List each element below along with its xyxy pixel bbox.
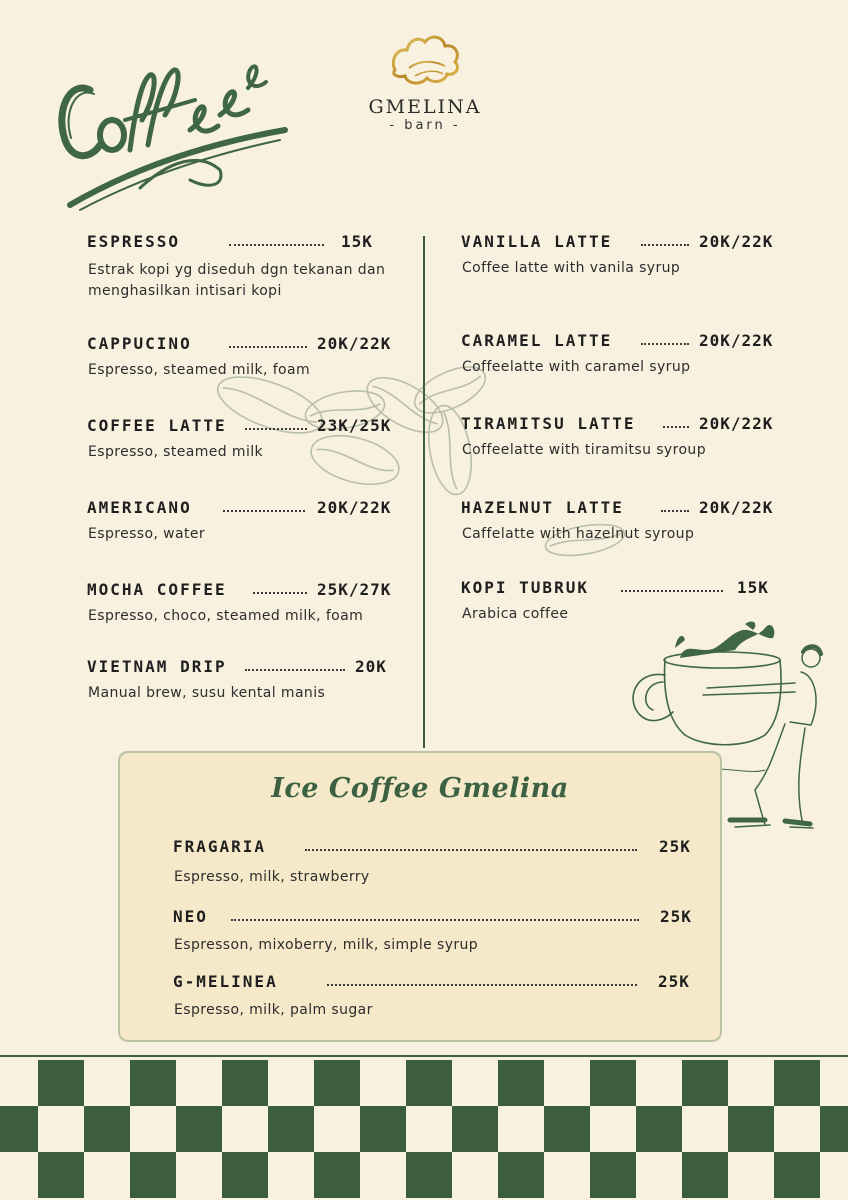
checker-square (314, 1152, 360, 1198)
checker-square (544, 1152, 590, 1198)
checker-square (452, 1060, 498, 1106)
checker-square (820, 1106, 848, 1152)
checker-square (38, 1152, 84, 1198)
item-price: 20K/22K (699, 331, 774, 350)
checker-square (590, 1106, 636, 1152)
checker-square (222, 1060, 268, 1106)
item-name: FRAGARIA (173, 837, 267, 856)
checker-square (682, 1152, 728, 1198)
ice-coffee-title: Ice Coffee Gmelina (271, 773, 569, 804)
checker-square (0, 1106, 38, 1152)
checker-square (590, 1060, 636, 1106)
dot-leader (229, 244, 324, 246)
dot-leader (223, 510, 305, 512)
checker-square (728, 1060, 774, 1106)
checker-square (452, 1152, 498, 1198)
item-price: 20K/22K (317, 334, 392, 353)
item-name: MOCHA COFFEE (87, 580, 227, 599)
item-description: Caffelatte with hazelnut syroup (462, 526, 695, 542)
dot-leader (663, 426, 689, 428)
item-description: Arabica coffee (462, 606, 569, 622)
checker-square (774, 1152, 820, 1198)
coffee-beans-illustration (205, 365, 665, 585)
item-name: CAPPUCINO (87, 334, 192, 353)
dot-leader (621, 590, 723, 592)
checker-square (0, 1060, 38, 1106)
checker-square (84, 1060, 130, 1106)
checker-square (314, 1060, 360, 1106)
item-description: Espresso, water (88, 526, 206, 542)
checker-square (774, 1106, 820, 1152)
item-description: Espresson, mixoberry, milk, simple syrup (174, 937, 479, 953)
checker-square (452, 1106, 498, 1152)
checker-square (406, 1060, 452, 1106)
brand-logo (340, 30, 510, 133)
item-description: Espresso, milk, strawberry (174, 869, 370, 885)
dot-leader (245, 669, 345, 671)
item-price: 20K/22K (699, 414, 774, 433)
checker-square (130, 1060, 176, 1106)
item-description: Espresso, steamed milk, foam (88, 362, 311, 378)
item-name: AMERICANO (87, 498, 192, 517)
checkerboard-pattern (0, 1060, 848, 1200)
checker-square (544, 1106, 590, 1152)
checker-square (406, 1106, 452, 1152)
item-name: KOPI TUBRUK (461, 578, 589, 597)
dot-leader (231, 919, 639, 921)
checker-square (682, 1106, 728, 1152)
script-title-text: Coffee (50, 60, 54, 61)
checker-square (820, 1152, 848, 1198)
item-description: Coffee latte with vanila syrup (462, 260, 681, 276)
item-name: G-MELINEA (173, 972, 278, 991)
item-name: NEO (173, 907, 208, 926)
dot-leader (305, 849, 637, 851)
checker-square (176, 1060, 222, 1106)
item-price: 15K (341, 232, 373, 251)
item-price: 25K (658, 972, 690, 991)
checker-square (130, 1152, 176, 1198)
ice-coffee-section (118, 751, 722, 1042)
checker-square (360, 1152, 406, 1198)
checker-square (84, 1106, 130, 1152)
checker-square (130, 1106, 176, 1152)
checker-square (176, 1152, 222, 1198)
coffee-script-logo (50, 60, 300, 220)
item-description: Estrak kopi yg diseduh dgn tekanan dan menghasilkan intisari kopi (88, 262, 386, 299)
checker-square (360, 1060, 406, 1106)
dot-leader (641, 343, 689, 345)
checker-square (590, 1152, 636, 1198)
item-price: 20K/22K (699, 232, 774, 251)
item-description: Espresso, steamed milk (88, 444, 264, 460)
gmelina-leaf-logo (385, 30, 465, 90)
checker-square (728, 1106, 774, 1152)
checker-square (636, 1152, 682, 1198)
checker-square (268, 1106, 314, 1152)
checker-square (636, 1106, 682, 1152)
item-price: 20K (355, 657, 387, 676)
dot-leader (327, 984, 637, 986)
dot-leader (253, 592, 307, 594)
checker-square (38, 1106, 84, 1152)
item-description: Espresso, choco, steamed milk, foam (88, 608, 364, 624)
checker-square (38, 1060, 84, 1106)
item-price: 15K (737, 578, 769, 597)
checker-square (360, 1106, 406, 1152)
brand-subtitle: - barn - (389, 118, 461, 133)
item-description: Manual brew, susu kental manis (88, 685, 326, 701)
checker-square (84, 1152, 130, 1198)
item-description: Coffeelatte with tiramitsu syroup (462, 442, 706, 458)
checker-square (498, 1106, 544, 1152)
item-price: 23K/25K (317, 416, 392, 435)
checker-square (820, 1060, 848, 1106)
item-name: VIETNAM DRIP (87, 657, 227, 676)
item-name: ESPRESSO (87, 232, 181, 251)
checker-square (268, 1152, 314, 1198)
item-price: 25K (660, 907, 692, 926)
checker-square (544, 1060, 590, 1106)
item-price: 25K/27K (317, 580, 392, 599)
item-name: CARAMEL LATTE (461, 331, 613, 350)
item-price: 20K/22K (317, 498, 392, 517)
band-top-line (0, 1055, 848, 1057)
item-name: HAZELNUT LATTE (461, 498, 624, 517)
brand-name: GMELINA (368, 96, 482, 118)
checker-square (314, 1106, 360, 1152)
item-name: TIRAMITSU LATTE (461, 414, 636, 433)
checker-square (222, 1106, 268, 1152)
item-description: Coffeelatte with caramel syrup (462, 359, 691, 375)
item-price: 25K (659, 837, 691, 856)
checker-square (0, 1152, 38, 1198)
dot-leader (245, 428, 307, 430)
dot-leader (229, 346, 307, 348)
checker-square (774, 1060, 820, 1106)
item-name: COFFEE LATTE (87, 416, 227, 435)
dot-leader (641, 244, 689, 246)
checker-square (222, 1152, 268, 1198)
checker-square (682, 1060, 728, 1106)
checker-square (728, 1152, 774, 1198)
dot-leader (661, 510, 689, 512)
checker-square (268, 1060, 314, 1106)
checker-square (406, 1152, 452, 1198)
item-price: 20K/22K (699, 498, 774, 517)
checker-square (498, 1060, 544, 1106)
checker-square (636, 1060, 682, 1106)
checker-square (498, 1152, 544, 1198)
checker-square (176, 1106, 222, 1152)
column-divider (423, 236, 425, 748)
item-name: VANILLA LATTE (461, 232, 613, 251)
item-description: Espresso, milk, palm sugar (174, 1002, 373, 1018)
